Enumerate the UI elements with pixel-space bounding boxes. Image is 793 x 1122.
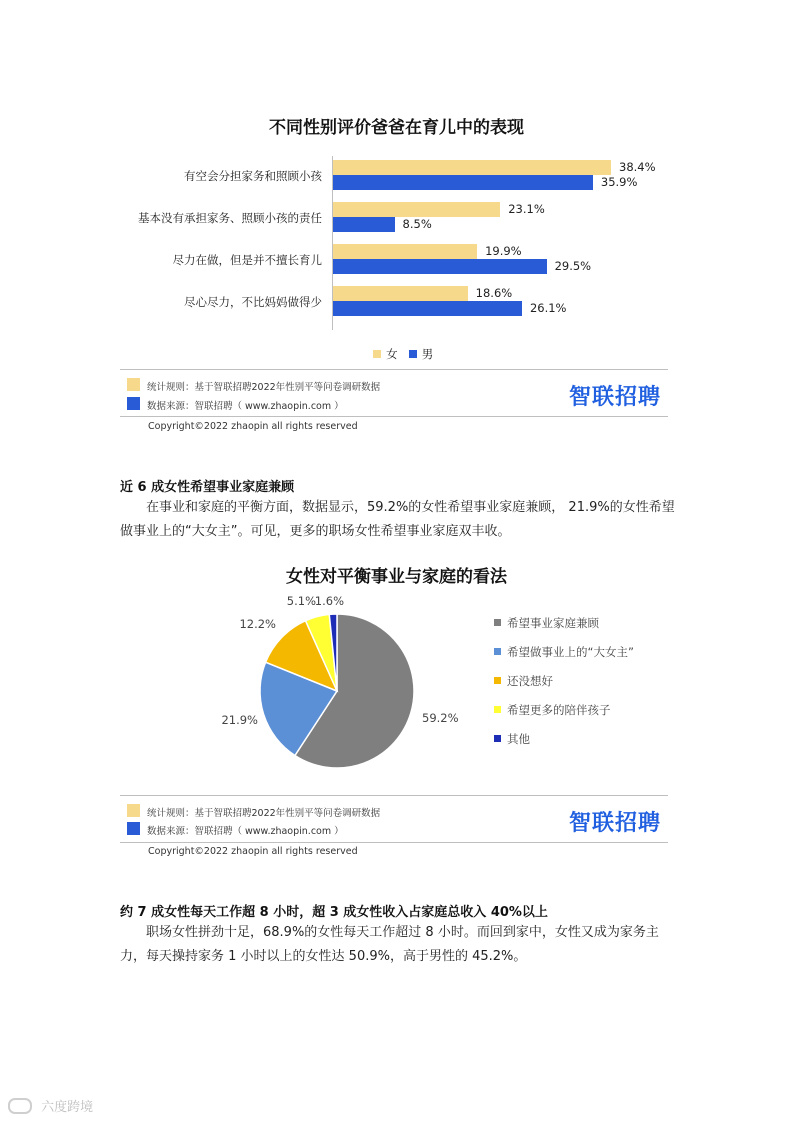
zhaopin-logo: 智联招聘 <box>569 385 662 410</box>
bar-female <box>333 202 500 217</box>
pie-legend-swatch <box>494 677 501 684</box>
section2-paragraph: 职场女性拼劲十足，68.9%的女性每天工作超过 8 小时。而回到家中，女性又成为家务主力，每天操持家务 1 小时以上的女性达 50.9%，高于男性的 45.2%。 <box>120 925 659 964</box>
legend-label-female: 女 <box>386 347 398 361</box>
bar-female <box>333 244 477 259</box>
section1-heading: 近 6 成女性希望事业家庭兼顾 <box>120 480 295 495</box>
pie-value-label: 59.2% <box>422 711 459 725</box>
footer1-bottom-rule <box>120 416 668 417</box>
section1-paragraph: 在事业和家庭的平衡方面，数据显示，59.2%的女性希望事业家庭兼顾， 21.9%的女性希望做事业上的“大女主”。可见，更多的职场女性希望事业家庭双丰收。 <box>120 500 675 539</box>
footer1-rule-text: 统计规则：基于智联招聘2022年性别平等问卷调研数据 <box>147 382 381 393</box>
footer2-rule-swatch <box>127 804 140 817</box>
watermark-text: 六度跨境 <box>41 1100 94 1115</box>
footer1-copyright: Copyright©2022 zhaopin all rights reserved <box>148 421 358 432</box>
footer2-copyright: Copyright©2022 zhaopin all rights reserved <box>148 846 358 857</box>
pie-legend <box>494 615 634 760</box>
bar-value-label: 18.6% <box>475 286 513 300</box>
pie-legend-item <box>494 702 634 718</box>
pie-legend-item <box>494 644 634 660</box>
chart2-title: 女性对平衡事业与家庭的看法 <box>286 567 507 587</box>
section2-heading: 约 7 成女性每天工作超 8 小时，超 3 成女性收入占家庭总收入 40%以上 <box>120 905 548 920</box>
pie-legend-swatch <box>494 706 501 713</box>
pie-value-label: 5.1% <box>286 594 316 608</box>
footer1-top-rule <box>120 369 668 370</box>
bar-chart <box>0 150 793 340</box>
bar-male <box>333 175 593 190</box>
bar-category-label: 尽力在做，但是并不擅长育儿 <box>172 253 322 267</box>
bar-male <box>333 301 522 316</box>
bar-chart-legend <box>373 343 433 362</box>
bar-female <box>333 286 468 301</box>
pie-legend-swatch <box>494 648 501 655</box>
pie-legend-swatch <box>494 619 501 626</box>
pie-legend-label: 希望做事业上的“大女主” <box>507 645 634 659</box>
footer1-source-swatch <box>127 397 140 410</box>
zhaopin-logo-2: 智联招聘 <box>569 811 662 836</box>
bar-value-label: 29.5% <box>554 259 592 273</box>
bar-value-label: 23.1% <box>508 202 545 216</box>
pie-legend-label: 希望事业家庭兼顾 <box>507 616 599 630</box>
pie-legend-label: 还没想好 <box>507 674 553 688</box>
bar-category-label: 有空会分担家务和照顾小孩 <box>184 169 322 183</box>
bar-value-label: 26.1% <box>529 301 567 315</box>
legend-swatch-female <box>373 350 381 358</box>
footer1-rule-swatch <box>127 378 140 391</box>
bar-male <box>333 259 547 274</box>
footer2-bottom-rule <box>120 842 668 843</box>
pie-legend-label: 希望更多的陪伴孩子 <box>507 703 611 717</box>
footer2-source-text: 数据来源：智联招聘（ www.zhaopin.com ） <box>147 826 344 837</box>
bar-male <box>333 217 395 232</box>
legend-label-male: 男 <box>421 347 434 361</box>
footer1-source-text: 数据来源：智联招聘（ www.zhaopin.com ） <box>147 401 344 412</box>
chart1-title: 不同性别评价爸爸在育儿中的表现 <box>269 118 524 138</box>
pie-legend-label: 其他 <box>507 732 530 746</box>
pie-value-label: 21.9% <box>221 713 258 727</box>
watermark <box>8 1096 93 1115</box>
bar-value-label: 19.9% <box>485 244 522 258</box>
pie-value-label: 1.6% <box>314 594 344 608</box>
bar-female <box>333 160 611 175</box>
bar-category-label: 尽心尽力，不比妈妈做得少 <box>184 295 322 309</box>
legend-swatch-male <box>409 350 417 358</box>
pie-legend-item <box>494 615 634 631</box>
bar-value-label: 8.5% <box>402 217 432 231</box>
watermark-logo-icon <box>8 1098 32 1114</box>
pie-chart <box>0 585 793 785</box>
pie-legend-item <box>494 731 634 747</box>
pie-legend-swatch <box>494 735 501 742</box>
bar-value-label: 38.4% <box>619 160 656 174</box>
bar-value-label: 35.9% <box>600 175 638 189</box>
footer2-rule-text: 统计规则：基于智联招聘2022年性别平等问卷调研数据 <box>147 808 381 819</box>
bar-category-label: 基本没有承担家务、照顾小孩的责任 <box>138 211 322 225</box>
pie-legend-item <box>494 673 634 689</box>
footer2-top-rule <box>120 795 668 796</box>
pie-value-label: 12.2% <box>239 617 276 631</box>
footer2-source-swatch <box>127 822 140 835</box>
